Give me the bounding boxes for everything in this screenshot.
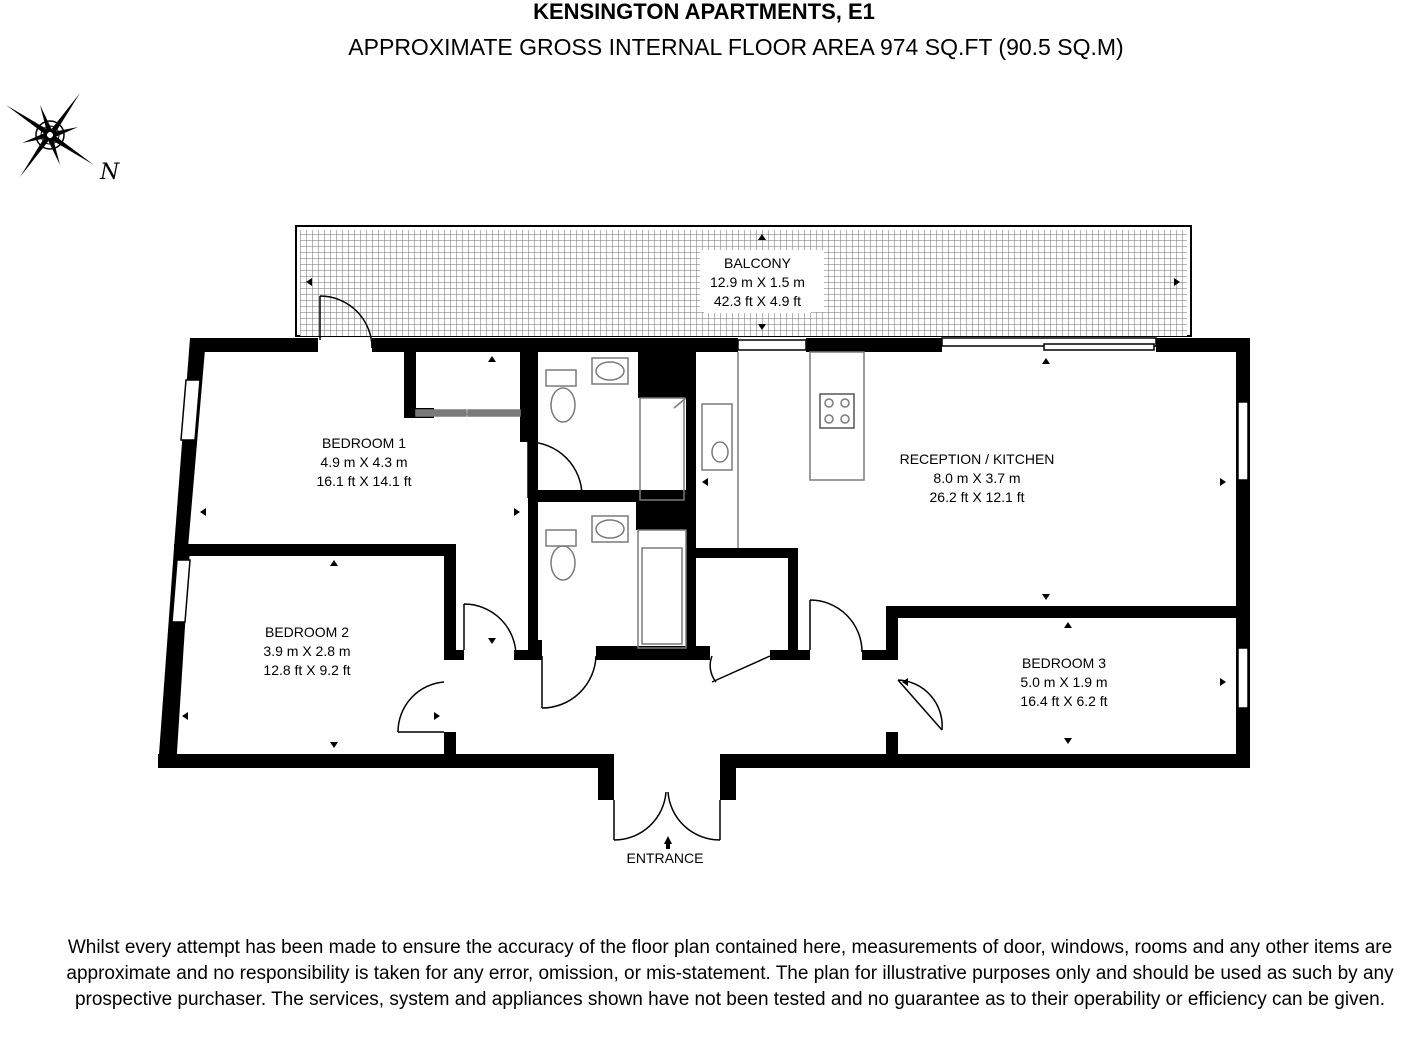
bedroom1-label	[284, 434, 444, 491]
room-imperial: 26.2 ft X 12.1 ft	[929, 489, 1025, 505]
room-name: BEDROOM 2	[264, 624, 349, 640]
room-name: RECEPTION / KITCHEN	[899, 451, 1055, 467]
entrance-label: ENTRANCE	[626, 850, 704, 866]
room-name: BALCONY	[724, 255, 791, 271]
room-metric: 8.0 m X 3.7 m	[933, 470, 1021, 486]
room-name: BEDROOM 1	[321, 435, 406, 451]
plan-title: KENSINGTON APARTMENTS, E1	[533, 0, 875, 24]
compass-north-label: N	[100, 160, 120, 185]
room-metric: 3.9 m X 2.8 m	[263, 643, 351, 659]
outer-walls	[158, 338, 1250, 800]
compass-rose-icon	[6, 93, 94, 177]
reception-kitchen-label	[872, 450, 1082, 507]
bedroom2-label	[232, 623, 382, 680]
disclaimer-text: Whilst every attempt has been made to ensure the accuracy of the floor plan contained here, measurements of door, windows, rooms and any other items are approximate and no responsibility is taken for any error, omission, or mis-statement. The plan for illustrative purposes only and should be used as such by any prospective purchaser. The services, system and appliances shown have not been tested and no guarantee as to their operability or efficiency can be given.	[66, 937, 1394, 1010]
room-metric: 5.0 m X 1.9 m	[1020, 674, 1108, 690]
room-metric: 12.9 m X 1.5 m	[710, 274, 805, 290]
room-imperial: 16.1 ft X 14.1 ft	[316, 473, 412, 489]
room-metric: 4.9 m X 4.3 m	[320, 454, 408, 470]
room-imperial: 42.3 ft X 4.9 ft	[713, 293, 802, 309]
balcony-label	[704, 252, 811, 313]
room-imperial: 12.8 ft X 9.2 ft	[263, 662, 351, 678]
room-name: BEDROOM 3	[1021, 655, 1106, 671]
room-imperial: 16.4 ft X 6.2 ft	[1020, 693, 1108, 709]
bedroom3-label	[984, 654, 1144, 711]
floor-area-subtitle: APPROXIMATE GROSS INTERNAL FLOOR AREA 974 SQ.FT (90.5 SQ.M)	[348, 34, 1124, 60]
